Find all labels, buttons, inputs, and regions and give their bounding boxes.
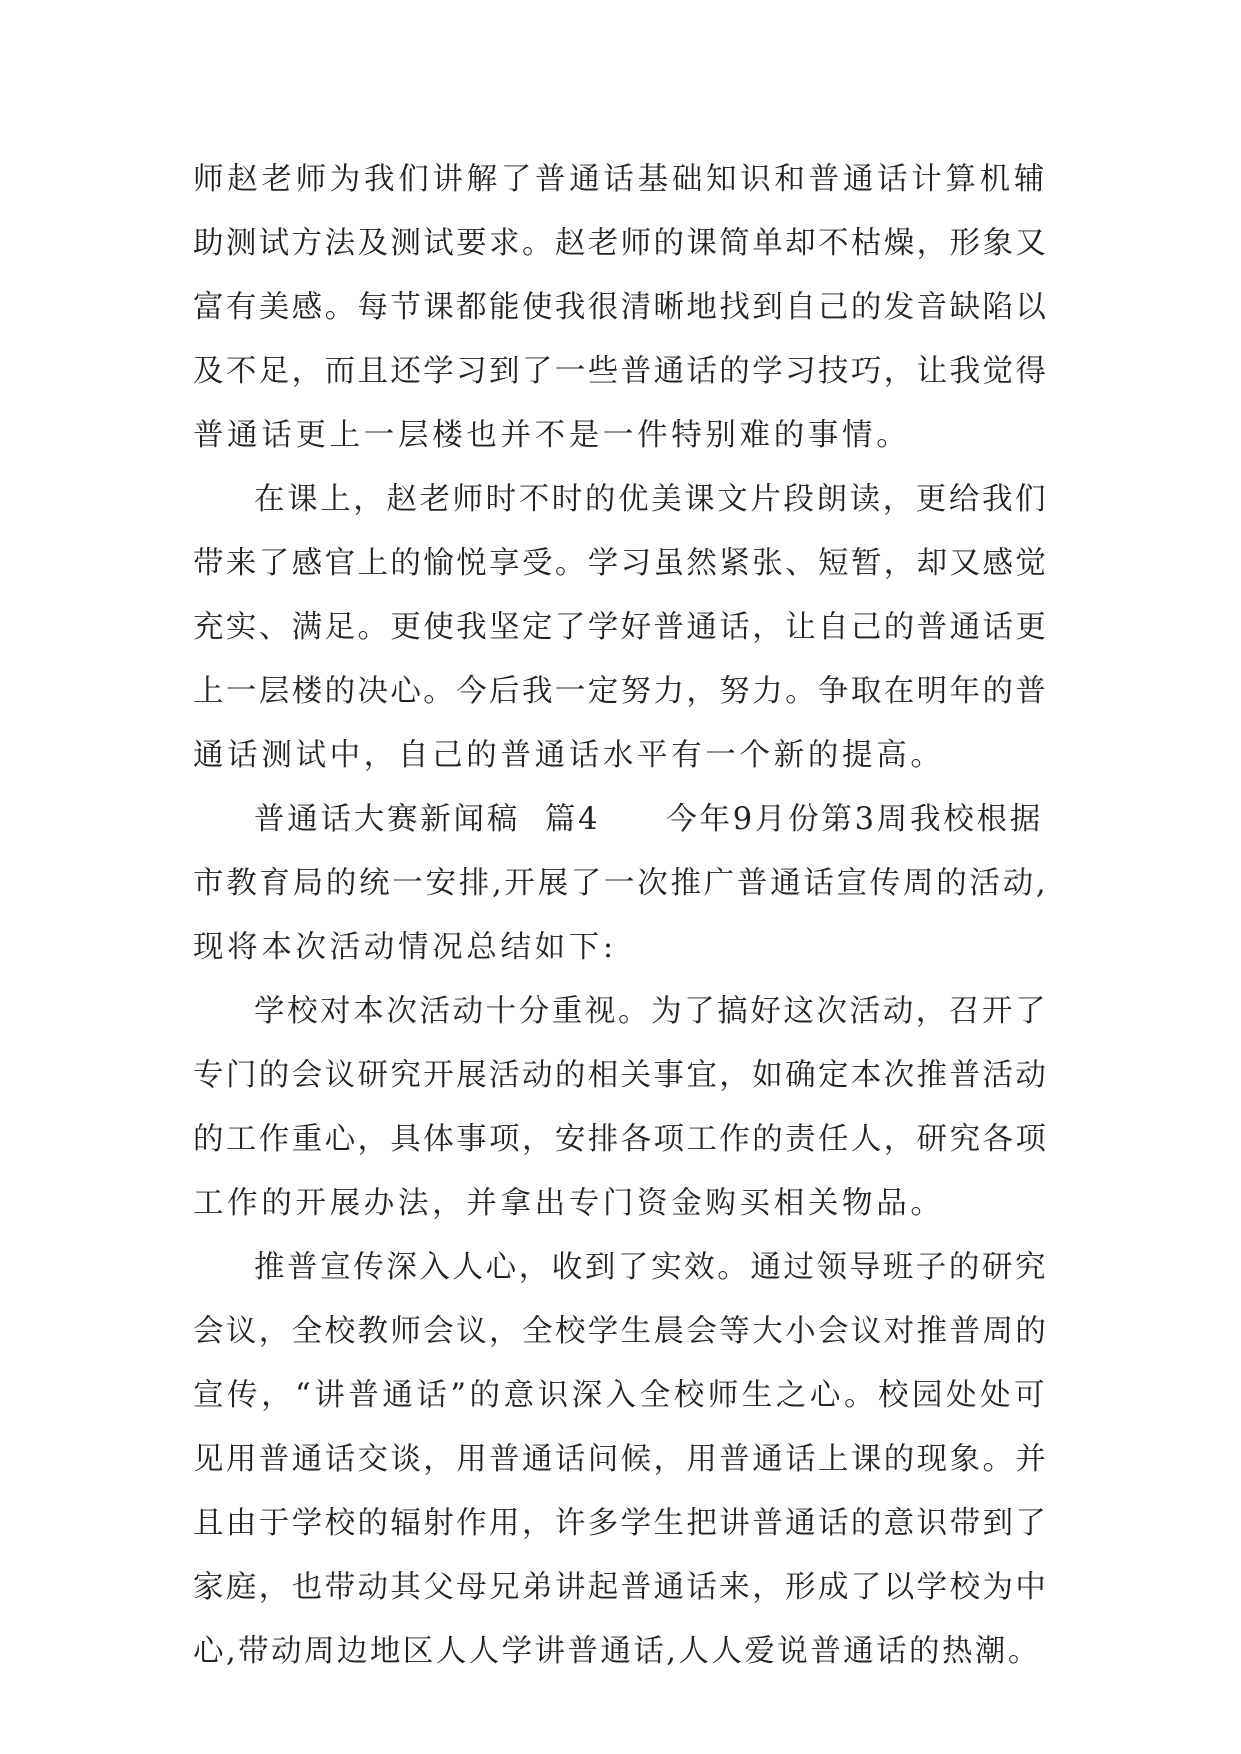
paragraph-2-line-1: 在课上，赵老师时不时的优美课文片段朗读，更给我们 xyxy=(254,482,1048,517)
paragraph-2-line-5: 通话测试中，自己的普通话水平有一个新的提高。 xyxy=(193,738,945,773)
paragraph-2-line-3: 充实、满足。更使我坚定了学好普通话，让自己的普通话更 xyxy=(193,610,1048,645)
paragraph-3-line-2: 市教育局的统一安排,开展了一次推广普通话宣传周的活动, xyxy=(193,866,1048,901)
section-opening-text: 今年9月份第3周我校根据 xyxy=(666,802,1043,837)
paragraph-3-line-3: 现将本次活动情况总结如下: xyxy=(193,930,617,965)
paragraph-4-line-4: 工作的开展办法，并拿出专门资金购买相关物品。 xyxy=(193,1186,945,1221)
paragraph-4-line-2: 专门的会议研究开展活动的相关事宜，如确定本次推普活动 xyxy=(193,1058,1048,1093)
paragraph-5-line-7: 心,带动周边地区人人学讲普通话,人人爱说普通话的热潮。 xyxy=(193,1634,1041,1669)
paragraph-2-line-4: 上一层楼的决心。今后我一定努力，努力。争取在明年的普 xyxy=(193,674,1048,709)
paragraph-5-line-3: 宣传，“讲普通话”的意识深入全校师生之心。校园处处可 xyxy=(193,1378,1048,1413)
section-heading: 普通话大赛新闻稿 篇4 xyxy=(254,802,601,837)
paragraph-4-line-3: 的工作重心，具体事项，安排各项工作的责任人，研究各项 xyxy=(193,1122,1048,1157)
paragraph-5-line-1: 推普宣传深入人心，收到了实效。通过领导班子的研究 xyxy=(254,1250,1048,1285)
paragraph-1-line-2: 助测试方法及测试要求。赵老师的课简单却不枯燥，形象又 xyxy=(193,226,1048,261)
document-body xyxy=(193,148,1048,1684)
paragraph-1-line-1: 师赵老师为我们讲解了普通话基础知识和普通话计算机辅 xyxy=(193,162,1048,197)
paragraph-5-line-5: 且由于学校的辐射作用，许多学生把讲普通话的意识带到了 xyxy=(193,1506,1048,1541)
paragraph-1-line-4: 及不足，而且还学习到了一些普通话的学习技巧，让我觉得 xyxy=(193,354,1048,389)
section-heading-line xyxy=(193,788,1048,852)
paragraph-4-line-1: 学校对本次活动十分重视。为了搞好这次活动，召开了 xyxy=(254,994,1048,1029)
paragraph-5-line-2: 会议，全校教师会议，全校学生晨会等大小会议对推普周的 xyxy=(193,1314,1048,1349)
paragraph-1-line-3: 富有美感。每节课都能使我很清晰地找到自己的发音缺陷以 xyxy=(193,290,1048,325)
paragraph-2-line-2: 带来了感官上的愉悦享受。学习虽然紧张、短暂，却又感觉 xyxy=(193,546,1048,581)
paragraph-5-line-6: 家庭，也带动其父母兄弟讲起普通话来，形成了以学校为中 xyxy=(193,1570,1048,1605)
paragraph-5-line-4: 见用普通话交谈，用普通话问候，用普通话上课的现象。并 xyxy=(193,1442,1048,1477)
paragraph-1-line-5: 普通话更上一层楼也并不是一件特别难的事情。 xyxy=(193,418,911,453)
